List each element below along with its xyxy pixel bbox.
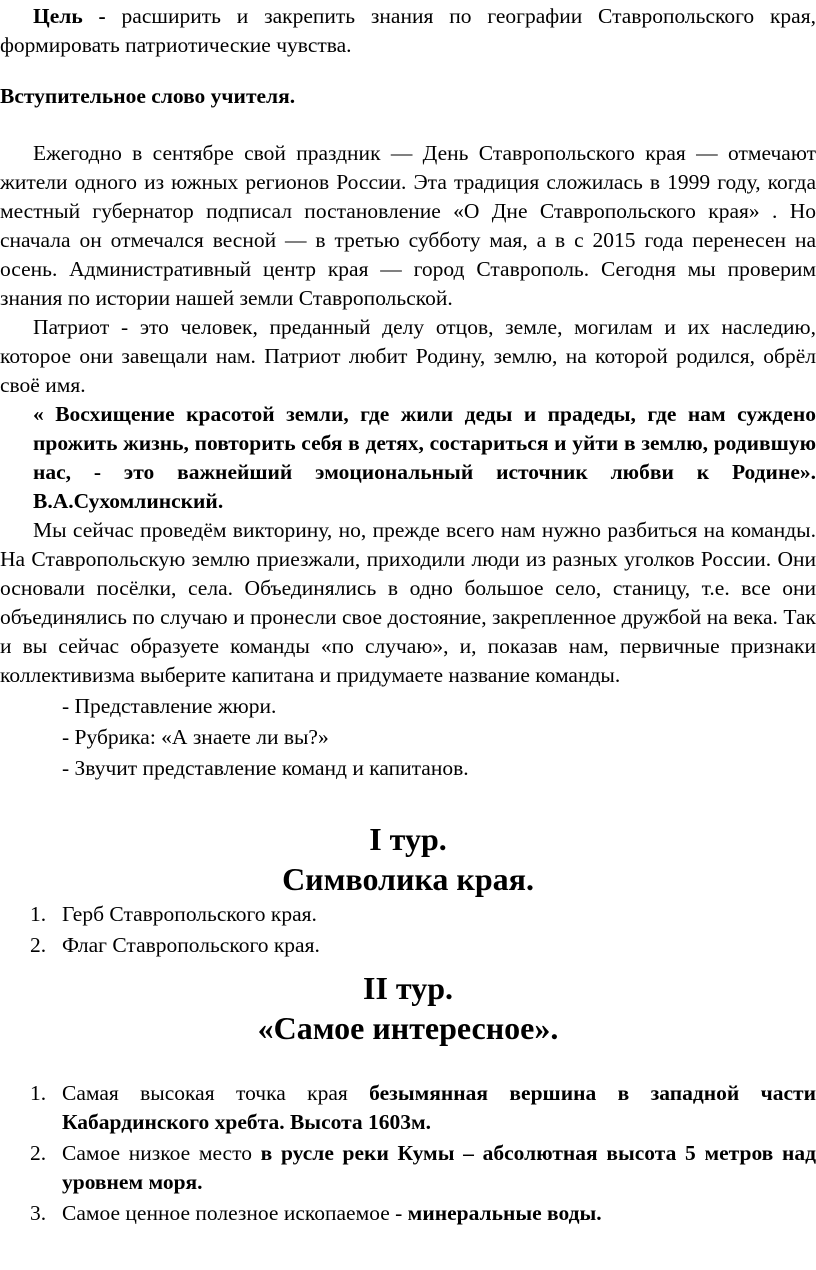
list-item	[0, 1139, 816, 1197]
tour1-list	[0, 900, 816, 960]
list-answer: в русле реки Кумы – абсолютная высота 5 метров над уровнем моря.	[62, 1141, 816, 1194]
list-text: Флаг Ставропольского края.	[62, 933, 320, 957]
list-number: 2.	[30, 933, 47, 957]
list-number: 1.	[30, 902, 47, 926]
list-text: Герб Ставропольского края.	[62, 902, 317, 926]
paragraph-holiday: Ежегодно в сентябре свой праздник — День Ставропольского края — отмечают жители одного из южных регионов России. Эта традиция сложилась в 1999 году, когда местный губернатор подписал постановление «О Дне Ставропольского края» . Но сначала он отмечался весной — в третью субботу мая, а в с 2015 года перенесен на осень. Административный центр края — город Ставрополь. Сегодня мы проверим знания по истории нашей земли Ставропольской.	[0, 141, 816, 310]
list-number: 1.	[30, 1081, 47, 1105]
list-text: Самое ценное полезное ископаемое -	[62, 1201, 408, 1225]
list-text: Самая высокая точка края	[62, 1081, 370, 1105]
goal-label: Цель -	[33, 4, 106, 28]
list-item	[0, 931, 816, 960]
tour2-title: II тур.	[363, 970, 453, 1006]
list-item	[0, 1079, 816, 1137]
list-number: 3.	[30, 1201, 47, 1225]
dash-item-jury: - Представление жюри.	[62, 694, 277, 718]
list-answer: безымянная вершина в западной части Кабардинского хребта. Высота 1603м.	[62, 1081, 816, 1134]
list-item	[0, 900, 816, 929]
list-number: 2.	[30, 1141, 47, 1165]
tour1-title: I тур.	[369, 821, 447, 857]
list-text: Самое низкое место	[62, 1141, 261, 1165]
list-answer: минеральные воды.	[407, 1201, 602, 1225]
list-item	[0, 1199, 816, 1228]
paragraph-patriot: Патриот - это человек, преданный делу отцов, земле, могилам и их наследию, которое они завещали нам. Патриот любит Родину, землю, на которой родился, обрёл своё имя.	[0, 315, 816, 397]
quote-sukhomlinsky: « Восхищение красотой земли, где жили деды и прадеды, где нам суждено прожить жизнь, повторить себя в детях, состариться и уйти в землю, родившую нас, - это важнейший эмоциональный источник любви к Родине». В.А.Сухомлинский.	[33, 402, 816, 513]
tour1-subtitle: Символика края.	[282, 861, 534, 897]
tour2-list	[0, 1079, 816, 1228]
intro-heading: Вступительное слово учителя.	[0, 84, 296, 108]
tour2-subtitle: «Самое интересное».	[257, 1010, 559, 1046]
goal-text: расширить и закрепить знания по географии Ставропольского края, формировать патриотические чувства.	[0, 4, 816, 57]
paragraph-quiz: Мы сейчас проведём викторину, но, прежде всего нам нужно разбиться на команды. На Ставропольскую землю приезжали, приходили люди из разных уголков России. Они основали посёлки, села. Объединялись в одно большое село, станицу, т.е. все они объединялись по случаю и пронесли свое достояние, закрепленное дружбой на века. Так и вы сейчас образуете команды «по случаю», и, показав нам, первичные признаки коллективизма выберите капитана и придумаете название команды.	[0, 518, 816, 687]
goal-paragraph	[0, 2, 816, 60]
dash-item-rubric: - Рубрика: «А знаете ли вы?»	[62, 725, 329, 749]
dash-item-teams: - Звучит представление команд и капитанов.	[62, 756, 469, 780]
